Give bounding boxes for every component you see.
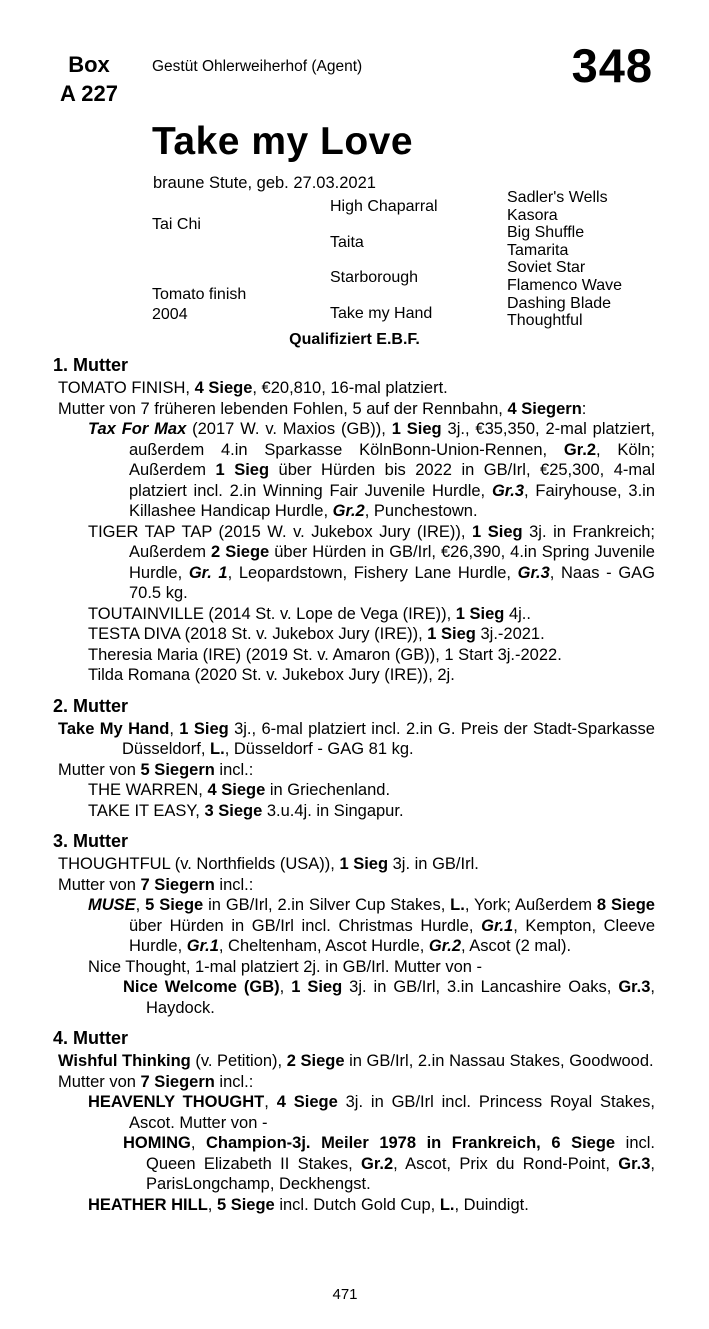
text-segment: , €20,810, 16-mal platziert. — [252, 379, 448, 397]
text-segment: TESTA DIVA (2018 St. v. Jukebox Jury (IRE)), — [88, 625, 428, 643]
text-segment: Gr.3 — [517, 563, 550, 582]
text-segment: incl.: — [214, 760, 254, 779]
text-segment: incl. Queen Elizabeth II Stakes, — [146, 1134, 655, 1173]
catalog-paragraph — [45, 1072, 655, 1093]
box-block — [50, 50, 128, 108]
text-segment: , Haydock. — [146, 978, 656, 1017]
text-segment: Gr.2 — [332, 502, 365, 520]
text-segment: , — [190, 1134, 206, 1152]
text-segment: , — [264, 1093, 277, 1111]
section-heading: 2. Mutter — [53, 695, 129, 716]
pedigree-gen2-name: Starborough — [330, 269, 419, 286]
text-segment: 5 Siege — [216, 1195, 275, 1214]
text-segment: incl.: — [214, 875, 254, 894]
text-segment: , Ascot, Prix du Rond-Point, — [393, 1154, 619, 1173]
text-segment: 1 Sieg — [179, 719, 229, 738]
pedigree-gen2-name: Taita — [330, 234, 364, 251]
text-segment: , — [135, 896, 146, 914]
text-segment: Gr.1 — [186, 937, 219, 955]
catalog-paragraph — [45, 854, 655, 875]
consignor-name: Gestüt Ohlerweiherhof (Agent) — [152, 58, 363, 75]
text-segment: 3j., 6-mal platziert incl. 2.in G. Preis der Stadt-Sparkasse Düsseldorf, — [122, 719, 655, 758]
catalog-paragraph — [45, 780, 655, 801]
catalog-paragraph — [45, 604, 655, 625]
text-segment: Gr.1 — [481, 916, 514, 935]
text-segment: , Leopardstown, Fishery Lane Hurdle, — [227, 563, 518, 582]
text-segment: HEAVENLY THOUGHT — [88, 1093, 265, 1111]
section-heading: 3. Mutter — [53, 831, 129, 851]
text-segment: 3j. in GB/Irl, 3.in Lancashire Oaks, — [342, 978, 619, 996]
text-segment: Gr.3 — [618, 978, 651, 996]
text-segment: Take My Hand — [58, 719, 170, 738]
text-segment: (v. Petition), — [190, 1052, 287, 1070]
pedigree-gen3-name: Big Shuffle — [507, 224, 585, 242]
pedigree-gen3-name: Soviet Star — [507, 259, 586, 277]
text-segment: Tax For Max — [88, 420, 187, 438]
text-segment: , Fairyhouse, 3.in Killashee Handicap Hurdle, — [129, 481, 655, 520]
pedigree-gen3-column — [507, 189, 622, 330]
text-segment: 4 Siege — [276, 1093, 338, 1111]
text-segment: MUSE — [88, 896, 136, 914]
text-segment: L. — [450, 896, 465, 914]
pedigree-gen2-name: Take my Hand — [330, 305, 433, 322]
catalog-paragraph — [45, 665, 655, 686]
catalog-paragraph — [45, 1051, 655, 1072]
text-segment: TAKE IT EASY, — [88, 801, 205, 820]
pedigree-gen3-name: Sadler's Wells — [507, 189, 608, 206]
text-segment: , — [169, 719, 180, 738]
text-segment: über Hürden bis 2022 in GB/Irl, €25,300, 4-mal platziert incl. 2.in Winning Fair Juvenile Hurdle, — [129, 461, 655, 500]
text-segment: über Hürden in GB/Irl, €26,390, 4.in Spring Juvenile Hurdle, — [129, 543, 655, 582]
text-segment: 1 Sieg — [291, 978, 343, 996]
text-segment: 4 Siegern — [507, 399, 582, 418]
catalog-paragraph — [45, 1195, 655, 1216]
text-segment: 1 Sieg — [339, 855, 389, 873]
pedigree-sire — [152, 215, 201, 235]
catalog-paragraph — [45, 801, 655, 822]
text-segment: 4 Siege — [207, 781, 266, 799]
catalog-paragraph — [45, 399, 655, 420]
catalog-paragraph — [45, 1092, 655, 1133]
text-segment: Mutter von 7 früheren lebenden Fohlen, 5 auf der Rennbahn, — [58, 399, 508, 418]
text-segment: Champion-3j. Meiler 1978 in Frankreich, 6 Siege — [206, 1134, 616, 1152]
pedigree-sections — [45, 355, 655, 1215]
text-segment: Gr. 1 — [188, 563, 228, 582]
text-segment: 5 Siegern — [140, 760, 215, 779]
text-segment: TOMATO FINISH, — [58, 379, 195, 397]
text-segment: incl.: — [214, 1072, 254, 1091]
text-segment: Theresia Maria (IRE) (2019 St. v. Amaron (GB)), 1 Start 3j.-2022. — [88, 645, 562, 664]
pedigree-gen3-name: Flamenco Wave — [507, 276, 622, 294]
text-segment: 1 Sieg — [391, 420, 442, 438]
text-segment: : — [581, 399, 587, 418]
catalog-paragraph — [45, 875, 655, 896]
catalog-paragraph — [45, 624, 655, 645]
catalog-paragraph — [45, 1133, 655, 1195]
text-segment: HEATHER HILL — [88, 1195, 208, 1214]
text-segment: Gr.2 — [361, 1154, 394, 1173]
catalog-paragraph — [45, 895, 655, 957]
catalog-paragraph — [45, 378, 655, 399]
text-segment: , Köln; Außerdem — [129, 440, 656, 479]
pedigree-dam-year: 2004 — [152, 306, 188, 323]
section-heading: 4. Mutter — [53, 1028, 129, 1048]
pedigree-sire-name: Tai Chi — [152, 216, 201, 233]
text-segment: 1 Sieg — [472, 522, 523, 541]
text-segment: in Griechenland. — [265, 781, 391, 799]
text-segment: , Punchestown. — [364, 502, 478, 520]
catalog-paragraph — [45, 522, 655, 604]
text-segment: 3j. in GB/Irl incl. Princess Royal Stakes, Ascot. Mutter von - — [129, 1093, 656, 1132]
text-segment: über Hürden in GB/Irl incl. Christmas Hurdle, — [129, 916, 482, 935]
catalog-paragraph — [45, 977, 655, 1018]
pedigree-dam-name: Tomato finish — [152, 286, 247, 303]
text-segment: Mutter von — [58, 875, 141, 894]
page-number: 471 — [332, 1286, 358, 1303]
text-segment: , Duindigt. — [454, 1195, 529, 1214]
text-segment: Mutter von — [58, 760, 141, 779]
text-segment: 4j.. — [504, 604, 531, 623]
catalog-paragraph — [45, 760, 655, 781]
text-segment: , Düsseldorf - GAG 81 kg. — [224, 740, 414, 758]
text-segment: HOMING — [123, 1134, 191, 1152]
catalog-paragraph — [45, 719, 655, 760]
text-segment: in GB/Irl, 2.in Nassau Stakes, Goodwood. — [344, 1052, 654, 1070]
pedigree-dam — [152, 285, 246, 325]
text-segment: 7 Siegern — [140, 1072, 215, 1091]
pedigree-gen2-name: High Chaparral — [330, 198, 438, 215]
text-segment: 3j. in GB/Irl. — [388, 855, 479, 873]
text-segment: L. — [439, 1195, 455, 1214]
text-segment: TIGER TAP TAP (2015 W. v. Jukebox Jury (IRE)), — [88, 522, 473, 541]
horse-description: braune Stute, geb. 27.03.2021 — [153, 174, 376, 192]
text-segment: Mutter von — [58, 1072, 141, 1091]
text-segment: Gr.3 — [618, 1154, 651, 1173]
lot-number: 348 — [571, 39, 653, 92]
text-segment: 3j.-2021. — [475, 625, 545, 643]
text-segment: 1 Sieg — [215, 461, 270, 479]
text-segment: THOUGHTFUL (v. Northfields (USA)), — [58, 855, 340, 873]
text-segment: TOUTAINVILLE (2014 St. v. Lope de Vega (IRE)), — [88, 604, 456, 623]
pedigree-gen3-name: Tamarita — [507, 241, 569, 259]
text-segment: Gr.2 — [428, 937, 462, 955]
catalog-paragraph — [45, 645, 655, 666]
text-segment: Nice Welcome (GB) — [123, 978, 280, 996]
pedigree-gen3-name: Thoughtful — [507, 312, 583, 330]
text-segment: , York; Außerdem — [464, 896, 597, 914]
pedigree-table — [0, 188, 709, 338]
text-segment: 2 Siege — [211, 543, 270, 561]
text-segment: , Naas - GAG 70.5 kg. — [129, 563, 655, 602]
text-segment: 2 Siege — [286, 1052, 345, 1070]
text-segment: 3j. in Frankreich; Außerdem — [129, 522, 655, 561]
box-label: Box — [68, 52, 110, 77]
text-segment: incl. Dutch Gold Cup, — [274, 1195, 440, 1214]
text-segment: THE WARREN, — [88, 781, 208, 799]
text-segment: 3j., €35,350, 2-mal platziert, außerdem 4.in Sparkasse KölnBonn-Union-Rennen, — [129, 420, 655, 459]
text-segment: 4 Siege — [194, 379, 253, 397]
text-segment: , Cheltenham, Ascot Hurdle, — [218, 937, 429, 955]
text-segment: Gr.3 — [491, 481, 525, 500]
text-segment: , — [279, 978, 292, 996]
text-segment: in GB/Irl, 2.in Silver Cup Stakes, — [203, 896, 451, 914]
text-segment: , — [207, 1195, 217, 1214]
text-segment: , Ascot (2 mal). — [461, 937, 572, 955]
catalog-paragraph — [45, 419, 655, 522]
catalog-paragraph — [45, 957, 655, 978]
text-segment: 3 Siege — [204, 801, 263, 820]
pedigree-gen3-name: Kasora — [507, 206, 558, 224]
qualification-line: Qualifiziert E.B.F. — [289, 331, 420, 348]
text-segment: 5 Siege — [145, 896, 204, 914]
text-segment: 1 Sieg — [427, 625, 476, 643]
text-segment: Tilda Romana (2020 St. v. Jukebox Jury (IRE)), 2j. — [88, 666, 455, 684]
text-segment: , ParisLongchamp, Deckhengst. — [146, 1154, 655, 1193]
text-segment: Wishful Thinking — [58, 1052, 191, 1070]
text-segment: 8 Siege — [596, 896, 655, 914]
text-segment: L. — [210, 740, 225, 758]
text-segment: 7 Siegern — [140, 875, 215, 894]
text-segment: Gr.2 — [563, 440, 597, 459]
text-segment: Nice Thought, 1-mal platziert 2j. in GB/Irl. Mutter von - — [88, 957, 483, 976]
section-heading: 1. Mutter — [53, 355, 129, 375]
text-segment: (2017 W. v. Maxios (GB)), — [186, 420, 392, 438]
box-number: A 227 — [60, 81, 118, 106]
horse-name: Take my Love — [152, 120, 414, 163]
text-segment: 3.u.4j. in Singapur. — [262, 801, 404, 820]
text-segment: , Kempton, Cleeve Hurdle, — [129, 916, 655, 955]
text-segment: 1 Sieg — [455, 604, 505, 623]
pedigree-gen3-name: Dashing Blade — [507, 294, 612, 312]
